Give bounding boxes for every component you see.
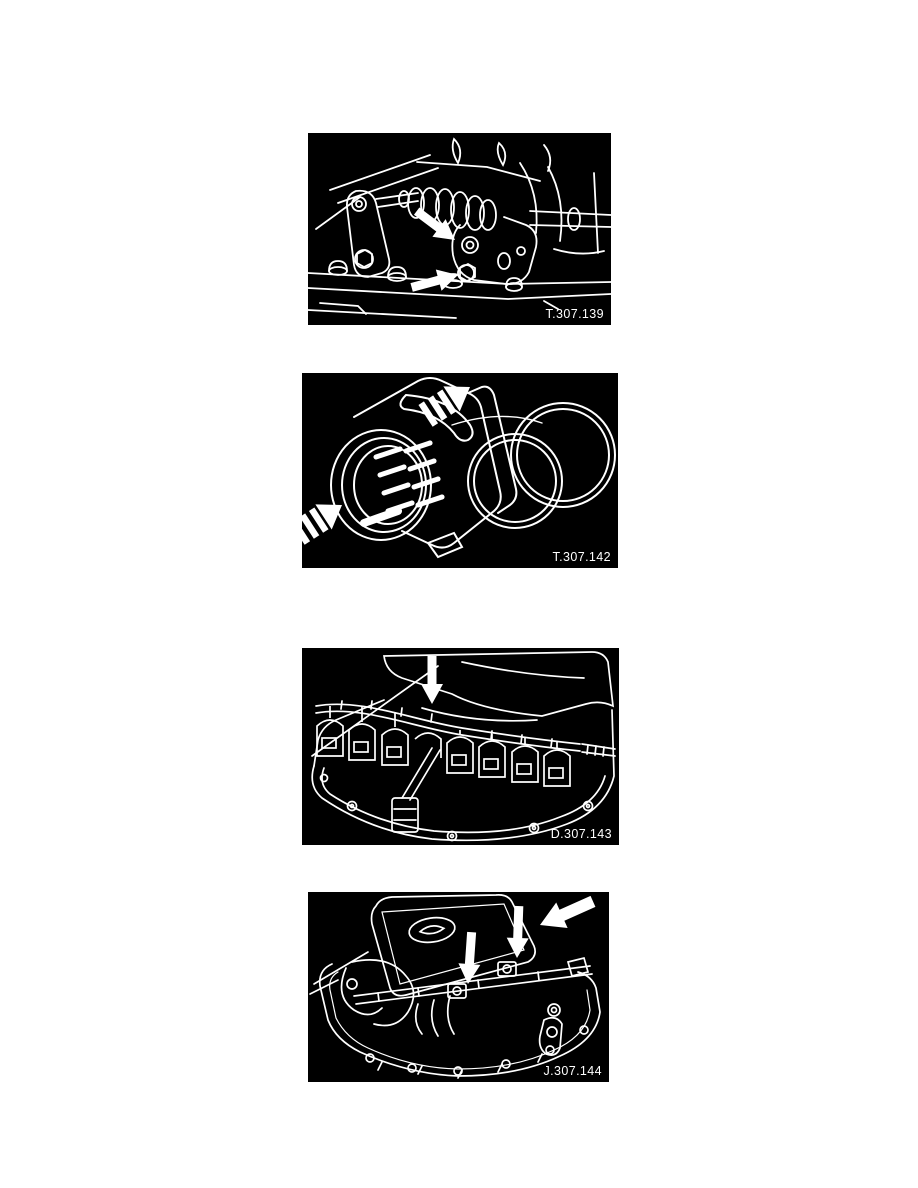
callout-arrow-icon bbox=[409, 202, 462, 298]
figure-label: T.307.139 bbox=[545, 306, 604, 321]
figure-panel-solenoid-harness bbox=[302, 648, 619, 845]
callout-arrow-icon bbox=[421, 656, 443, 704]
figure-panel-multipin-connector bbox=[302, 373, 618, 568]
multipin-connector-illustration bbox=[302, 373, 618, 568]
connector-key-pin bbox=[364, 511, 398, 523]
figure-panel-valve-body-fixings bbox=[308, 892, 609, 1082]
figure-label: J.307.144 bbox=[543, 1063, 602, 1078]
valve-body-line-art bbox=[312, 652, 615, 841]
figure-label: T.307.142 bbox=[552, 549, 611, 564]
valve-body-fixings-illustration bbox=[308, 892, 609, 1082]
linkage-line-art bbox=[308, 139, 611, 318]
figure-label: D.307.143 bbox=[550, 826, 612, 841]
o-rings-drawing bbox=[468, 403, 615, 528]
figure-panel-gear-selector-linkage bbox=[308, 133, 611, 325]
solenoid-harness-illustration bbox=[302, 648, 619, 845]
gear-selector-linkage-illustration bbox=[308, 133, 611, 325]
striped-arrow-icon bbox=[302, 374, 478, 546]
connector-pins bbox=[376, 441, 445, 512]
